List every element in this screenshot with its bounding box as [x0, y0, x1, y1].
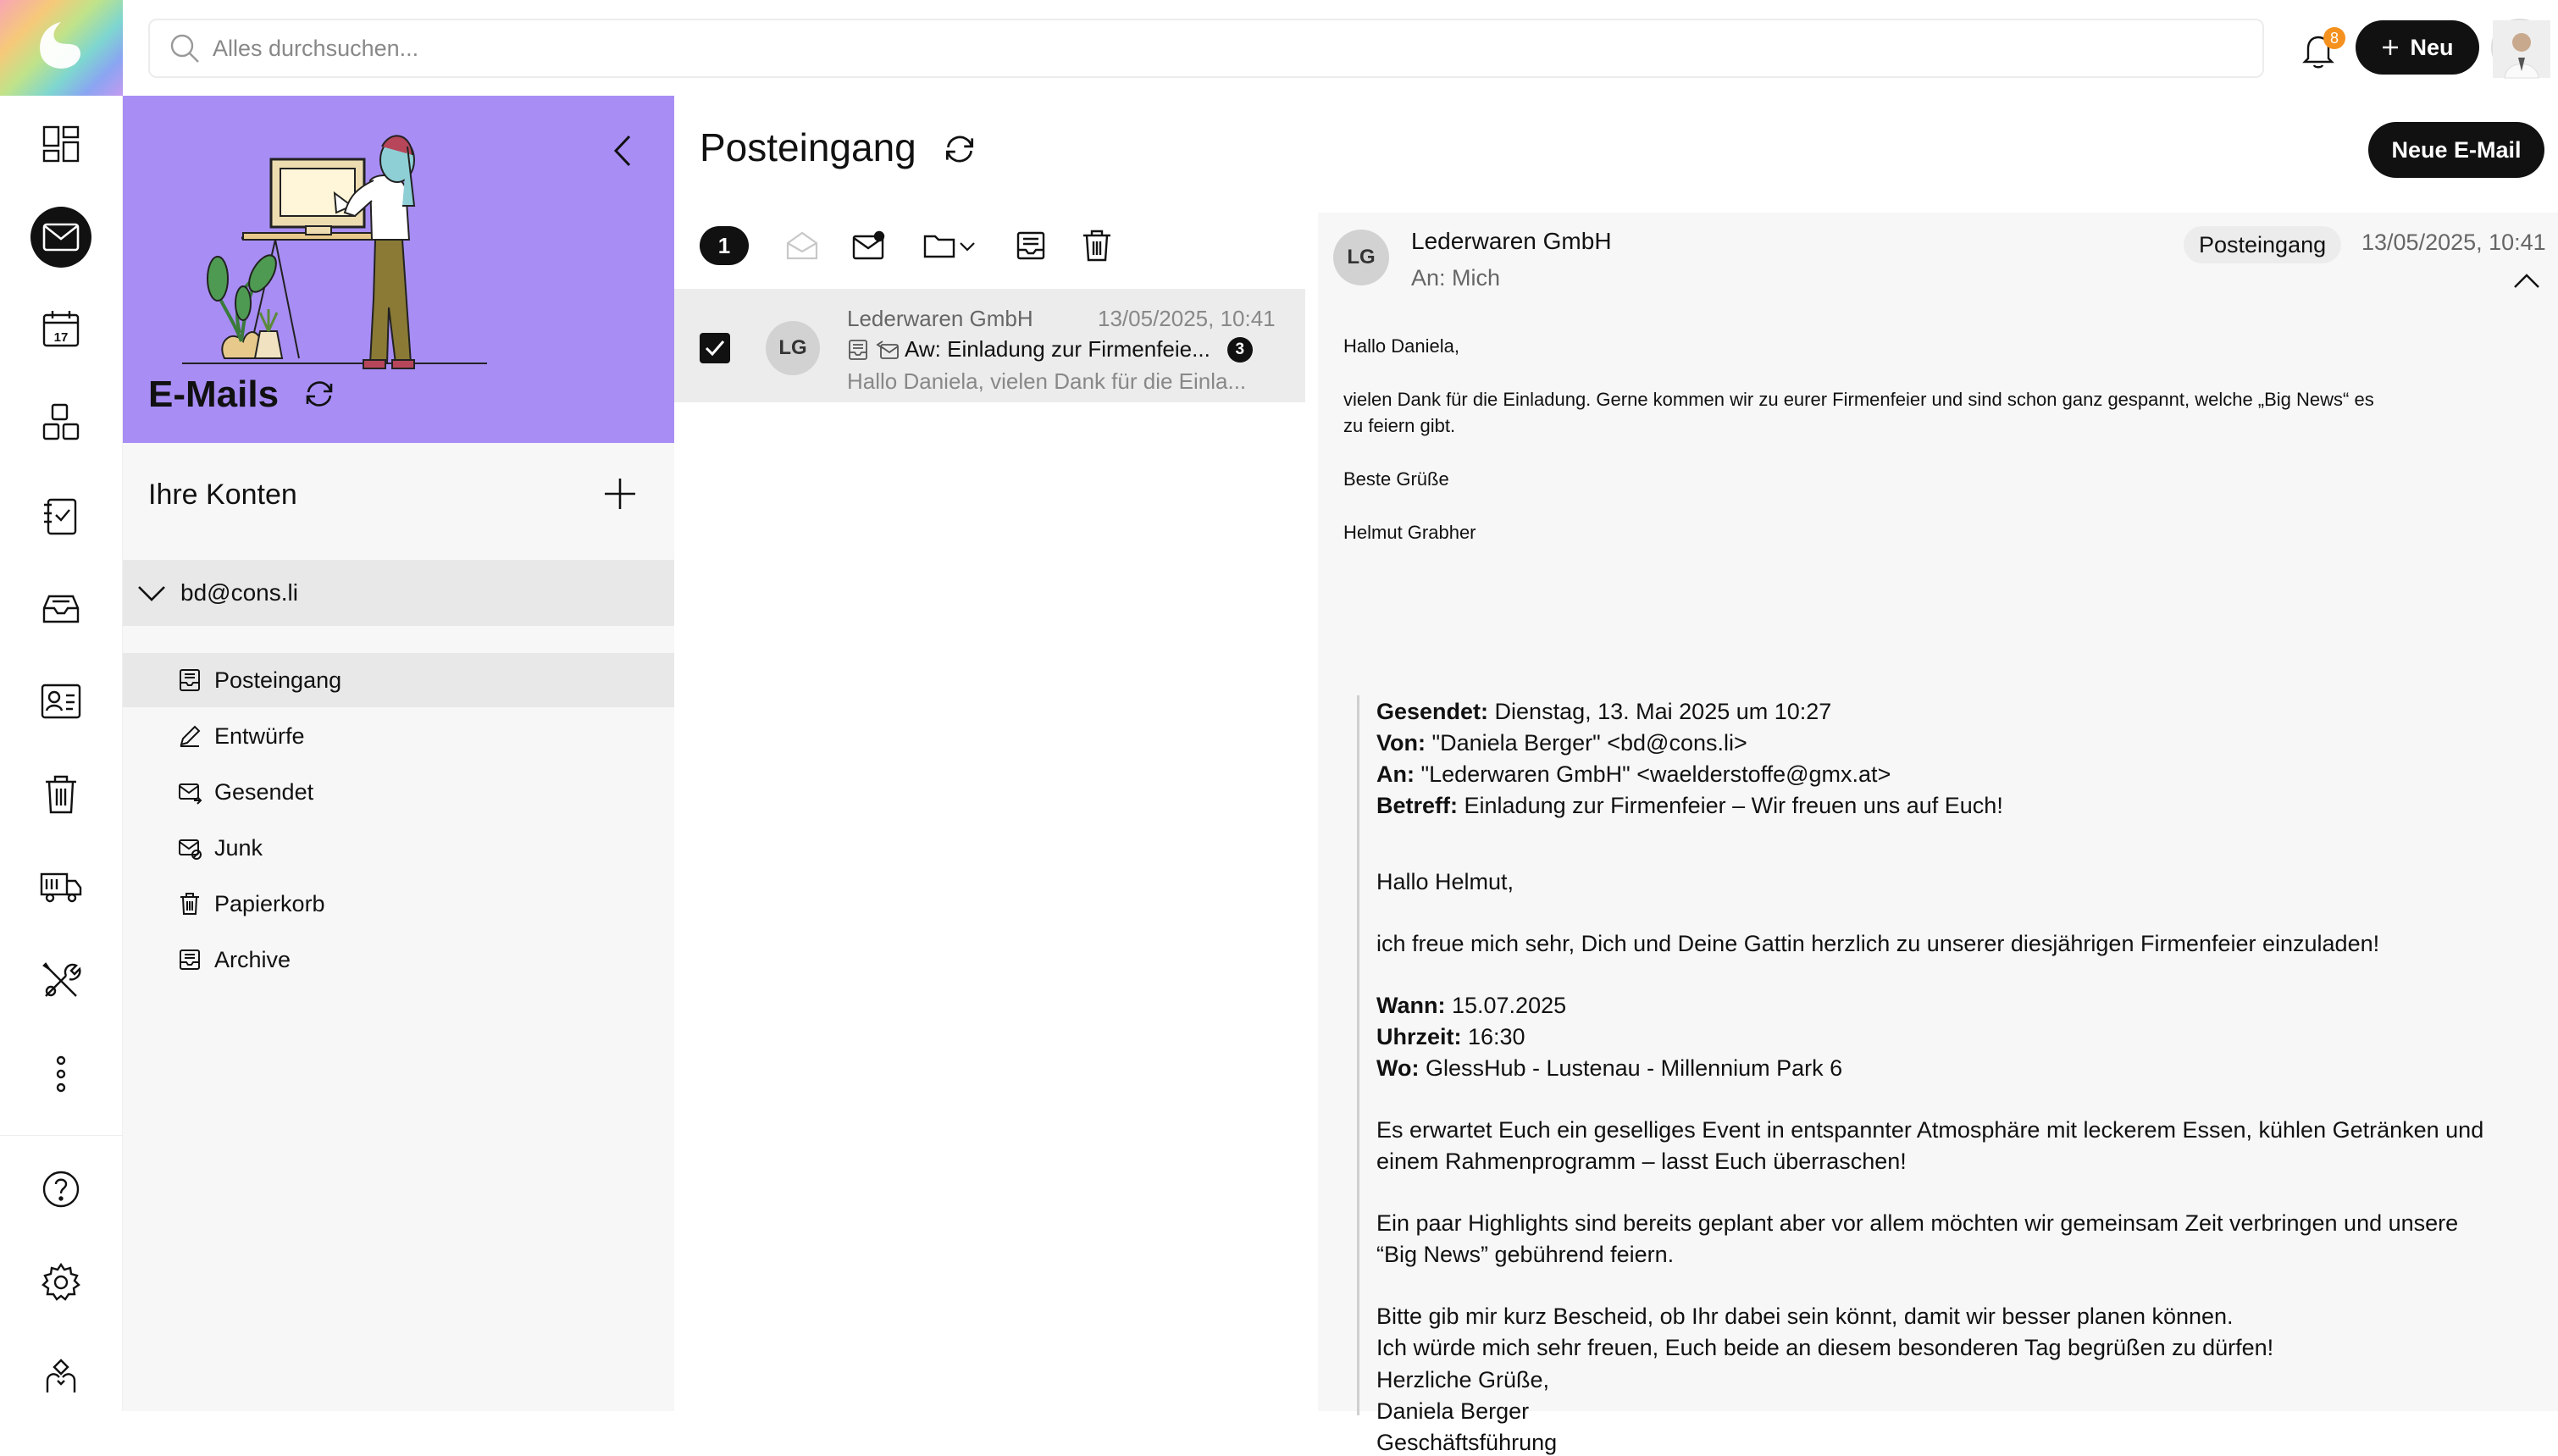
quote-subject: Betreff: Einladung zur Firmenfeier – Wir freuen uns auf Euch! — [1376, 793, 2003, 818]
apps-icon[interactable] — [30, 391, 91, 452]
quote-rsvp-line: Ich würde mich sehr freuen, Euch beide an diesem besonderen Tag begrüßen zu dürfen! — [1376, 1335, 2274, 1360]
new-button[interactable] — [2356, 20, 2479, 75]
sent-icon — [177, 779, 202, 805]
help-icon[interactable] — [30, 1159, 91, 1220]
search-icon — [169, 32, 201, 64]
quote-from: Von: "Daniela Berger" <bd@cons.li> — [1376, 730, 1747, 756]
message-subject: Aw: Einladung zur Firmenfeie... — [905, 336, 1210, 362]
top-bar — [123, 0, 2558, 96]
desk-illustration-icon — [148, 113, 623, 384]
chevron-down-icon — [136, 583, 167, 603]
inbox-icon — [847, 338, 869, 362]
quote-highlights-line: “Big News” gebührend feiern. — [1376, 1242, 1675, 1267]
folder-label: Papierkorb — [214, 890, 325, 916]
mark-unread-icon[interactable] — [850, 228, 886, 263]
accounts-section-title: Ihre Konten — [148, 479, 297, 511]
junk-icon — [177, 835, 202, 861]
email-view — [1318, 213, 2558, 1455]
more-icon[interactable] — [30, 1044, 91, 1104]
settings-icon[interactable] — [30, 1252, 91, 1313]
plus-icon — [2381, 38, 2400, 57]
calendar-icon[interactable] — [30, 298, 91, 359]
sender-avatar: LG — [1333, 230, 1389, 285]
svg-text:17: 17 — [53, 330, 69, 345]
chevron-up-icon[interactable] — [2512, 272, 2541, 291]
folder-label: Entwürfe — [214, 722, 305, 749]
new-button-label: Neu — [2410, 34, 2454, 60]
selected-count[interactable]: 1 — [700, 226, 749, 265]
folder-label: Posteingang — [214, 667, 342, 693]
inbox-icon — [177, 667, 202, 693]
notifications-button[interactable] — [2291, 24, 2345, 78]
folder-item-junk[interactable] — [123, 821, 674, 875]
reading-pane — [1318, 96, 2558, 1455]
delete-icon[interactable] — [1079, 228, 1115, 263]
quote-regards: Herzliche Grüße, — [1376, 1367, 1550, 1392]
quote-time: Uhrzeit: 16:30 — [1376, 1024, 1525, 1049]
account-email: bd@cons.li — [180, 579, 298, 606]
message-row[interactable] — [674, 289, 1305, 402]
refresh-icon[interactable] — [942, 131, 977, 167]
contacts-icon[interactable] — [30, 671, 91, 732]
inbox-tray-icon[interactable] — [30, 578, 91, 639]
email-greeting: Hallo Daniela, — [1343, 335, 1459, 357]
thread-count-badge: 3 — [1227, 337, 1253, 363]
message-list-panel — [674, 96, 1318, 1411]
pencil-icon — [177, 723, 202, 749]
email-date: 13/05/2025, 10:41 — [2361, 230, 2546, 255]
left-rail — [0, 0, 123, 1411]
quote-role: Geschäftsführung — [1376, 1430, 1558, 1455]
sender-avatar: LG — [766, 321, 820, 375]
email-sender: Lederwaren GmbH — [1411, 228, 1612, 254]
quote-greeting: Hallo Helmut, — [1376, 869, 1514, 894]
search-input[interactable] — [213, 36, 2161, 62]
folder-label: Archive — [214, 946, 291, 972]
folder-item-entwuerfe[interactable] — [123, 709, 674, 763]
message-checkbox[interactable] — [700, 333, 730, 363]
logo-icon — [36, 20, 85, 73]
user-photo-icon — [2493, 20, 2550, 78]
truck-icon[interactable] — [30, 857, 91, 918]
list-toolbar — [700, 223, 1293, 269]
trash-icon — [177, 891, 202, 916]
quote-event-line: einem Rahmenprogramm – lasst Euch überraschen! — [1376, 1149, 1907, 1174]
archive-icon[interactable] — [1013, 228, 1049, 263]
chevron-down-icon[interactable] — [955, 228, 979, 263]
trash-icon[interactable] — [30, 764, 91, 825]
account-item[interactable] — [123, 560, 674, 626]
folder-item-gesendet[interactable] — [123, 765, 674, 819]
check-icon — [700, 333, 730, 363]
folder-label: Junk — [214, 834, 263, 861]
quote-sent: Gesendet: Dienstag, 13. Mai 2025 um 10:27 — [1376, 699, 1832, 724]
collapse-panel-icon[interactable] — [606, 130, 640, 172]
folder-icon[interactable] — [922, 228, 957, 263]
sync-icon[interactable] — [302, 377, 336, 411]
add-account-icon[interactable] — [601, 475, 639, 512]
quote-name: Daniela Berger — [1376, 1398, 1530, 1424]
reply-icon — [874, 338, 900, 362]
rail-divider — [0, 1135, 123, 1136]
archive-icon — [177, 947, 202, 972]
folder-item-posteingang[interactable] — [123, 653, 674, 707]
email-paragraph-line: vielen Dank für die Einladung. Gerne kommen wir zu eurer Firmenfeier und sind schon ganz gespannt, welche „Big News“ es — [1343, 389, 2374, 410]
message-preview: Hallo Daniela, vielen Dank für die Einla... — [847, 368, 1247, 394]
user-avatar[interactable] — [2491, 19, 2549, 76]
quote-rsvp-line: Bitte gib mir kurz Bescheid, ob Ihr dabei sein könnt, damit wir besser planen können. — [1376, 1304, 2234, 1329]
notification-count-badge: 8 — [2323, 27, 2345, 49]
integrations-icon[interactable] — [30, 1345, 91, 1406]
email-closing: Beste Grüße — [1343, 468, 1449, 490]
new-email-button[interactable]: Neue E-Mail — [2368, 122, 2544, 178]
quote-event-line: Es erwartet Euch ein geselliges Event in entspannter Atmosphäre mit leckerem Essen, kühlen Getränken und — [1376, 1117, 2484, 1143]
folder-item-archive[interactable] — [123, 933, 674, 987]
mark-read-icon[interactable] — [784, 228, 820, 263]
quote-to: An: "Lederwaren GmbH" <waelderstoffe@gmx.at> — [1376, 761, 1891, 787]
app-logo[interactable] — [0, 0, 123, 96]
mail-icon[interactable] — [30, 207, 91, 268]
panel-title: E-Mails — [148, 374, 280, 415]
email-folder-badge: Posteingang — [2184, 226, 2341, 263]
email-paragraph-line: zu feiern gibt. — [1343, 415, 1456, 436]
quote-highlights-line: Ein paar Highlights sind bereits geplant aber vor allem möchten wir gemeinsam Zeit verbringen und unsere — [1376, 1210, 2459, 1236]
message-date: 13/05/2025, 10:41 — [1098, 306, 1276, 331]
tasks-icon[interactable] — [30, 484, 91, 545]
global-search[interactable] — [148, 19, 2264, 78]
dashboard-icon[interactable] — [30, 113, 91, 174]
email-recipient: An: Mich — [1411, 265, 1501, 291]
quote-when: Wann: 15.07.2025 — [1376, 993, 1567, 1018]
mail-hero-banner — [123, 96, 674, 443]
email-signature: Helmut Grabher — [1343, 522, 1476, 543]
accounts-panel — [123, 96, 674, 1411]
folder-label: Gesendet — [214, 778, 314, 805]
message-subject-line — [847, 336, 1253, 363]
quote-intro: ich freue mich sehr, Dich und Deine Gattin herzlich zu unserer diesjährigen Firmenfeier einzuladen! — [1376, 931, 2380, 956]
message-sender: Lederwaren GmbH — [847, 306, 1033, 331]
tools-icon[interactable] — [30, 950, 91, 1011]
quoted-message — [1357, 695, 2543, 1455]
quote-where: Wo: GlessHub - Lustenau - Millennium Park 6 — [1376, 1055, 1843, 1081]
list-title: Posteingang — [700, 125, 916, 169]
folder-item-papierkorb[interactable] — [123, 877, 674, 931]
